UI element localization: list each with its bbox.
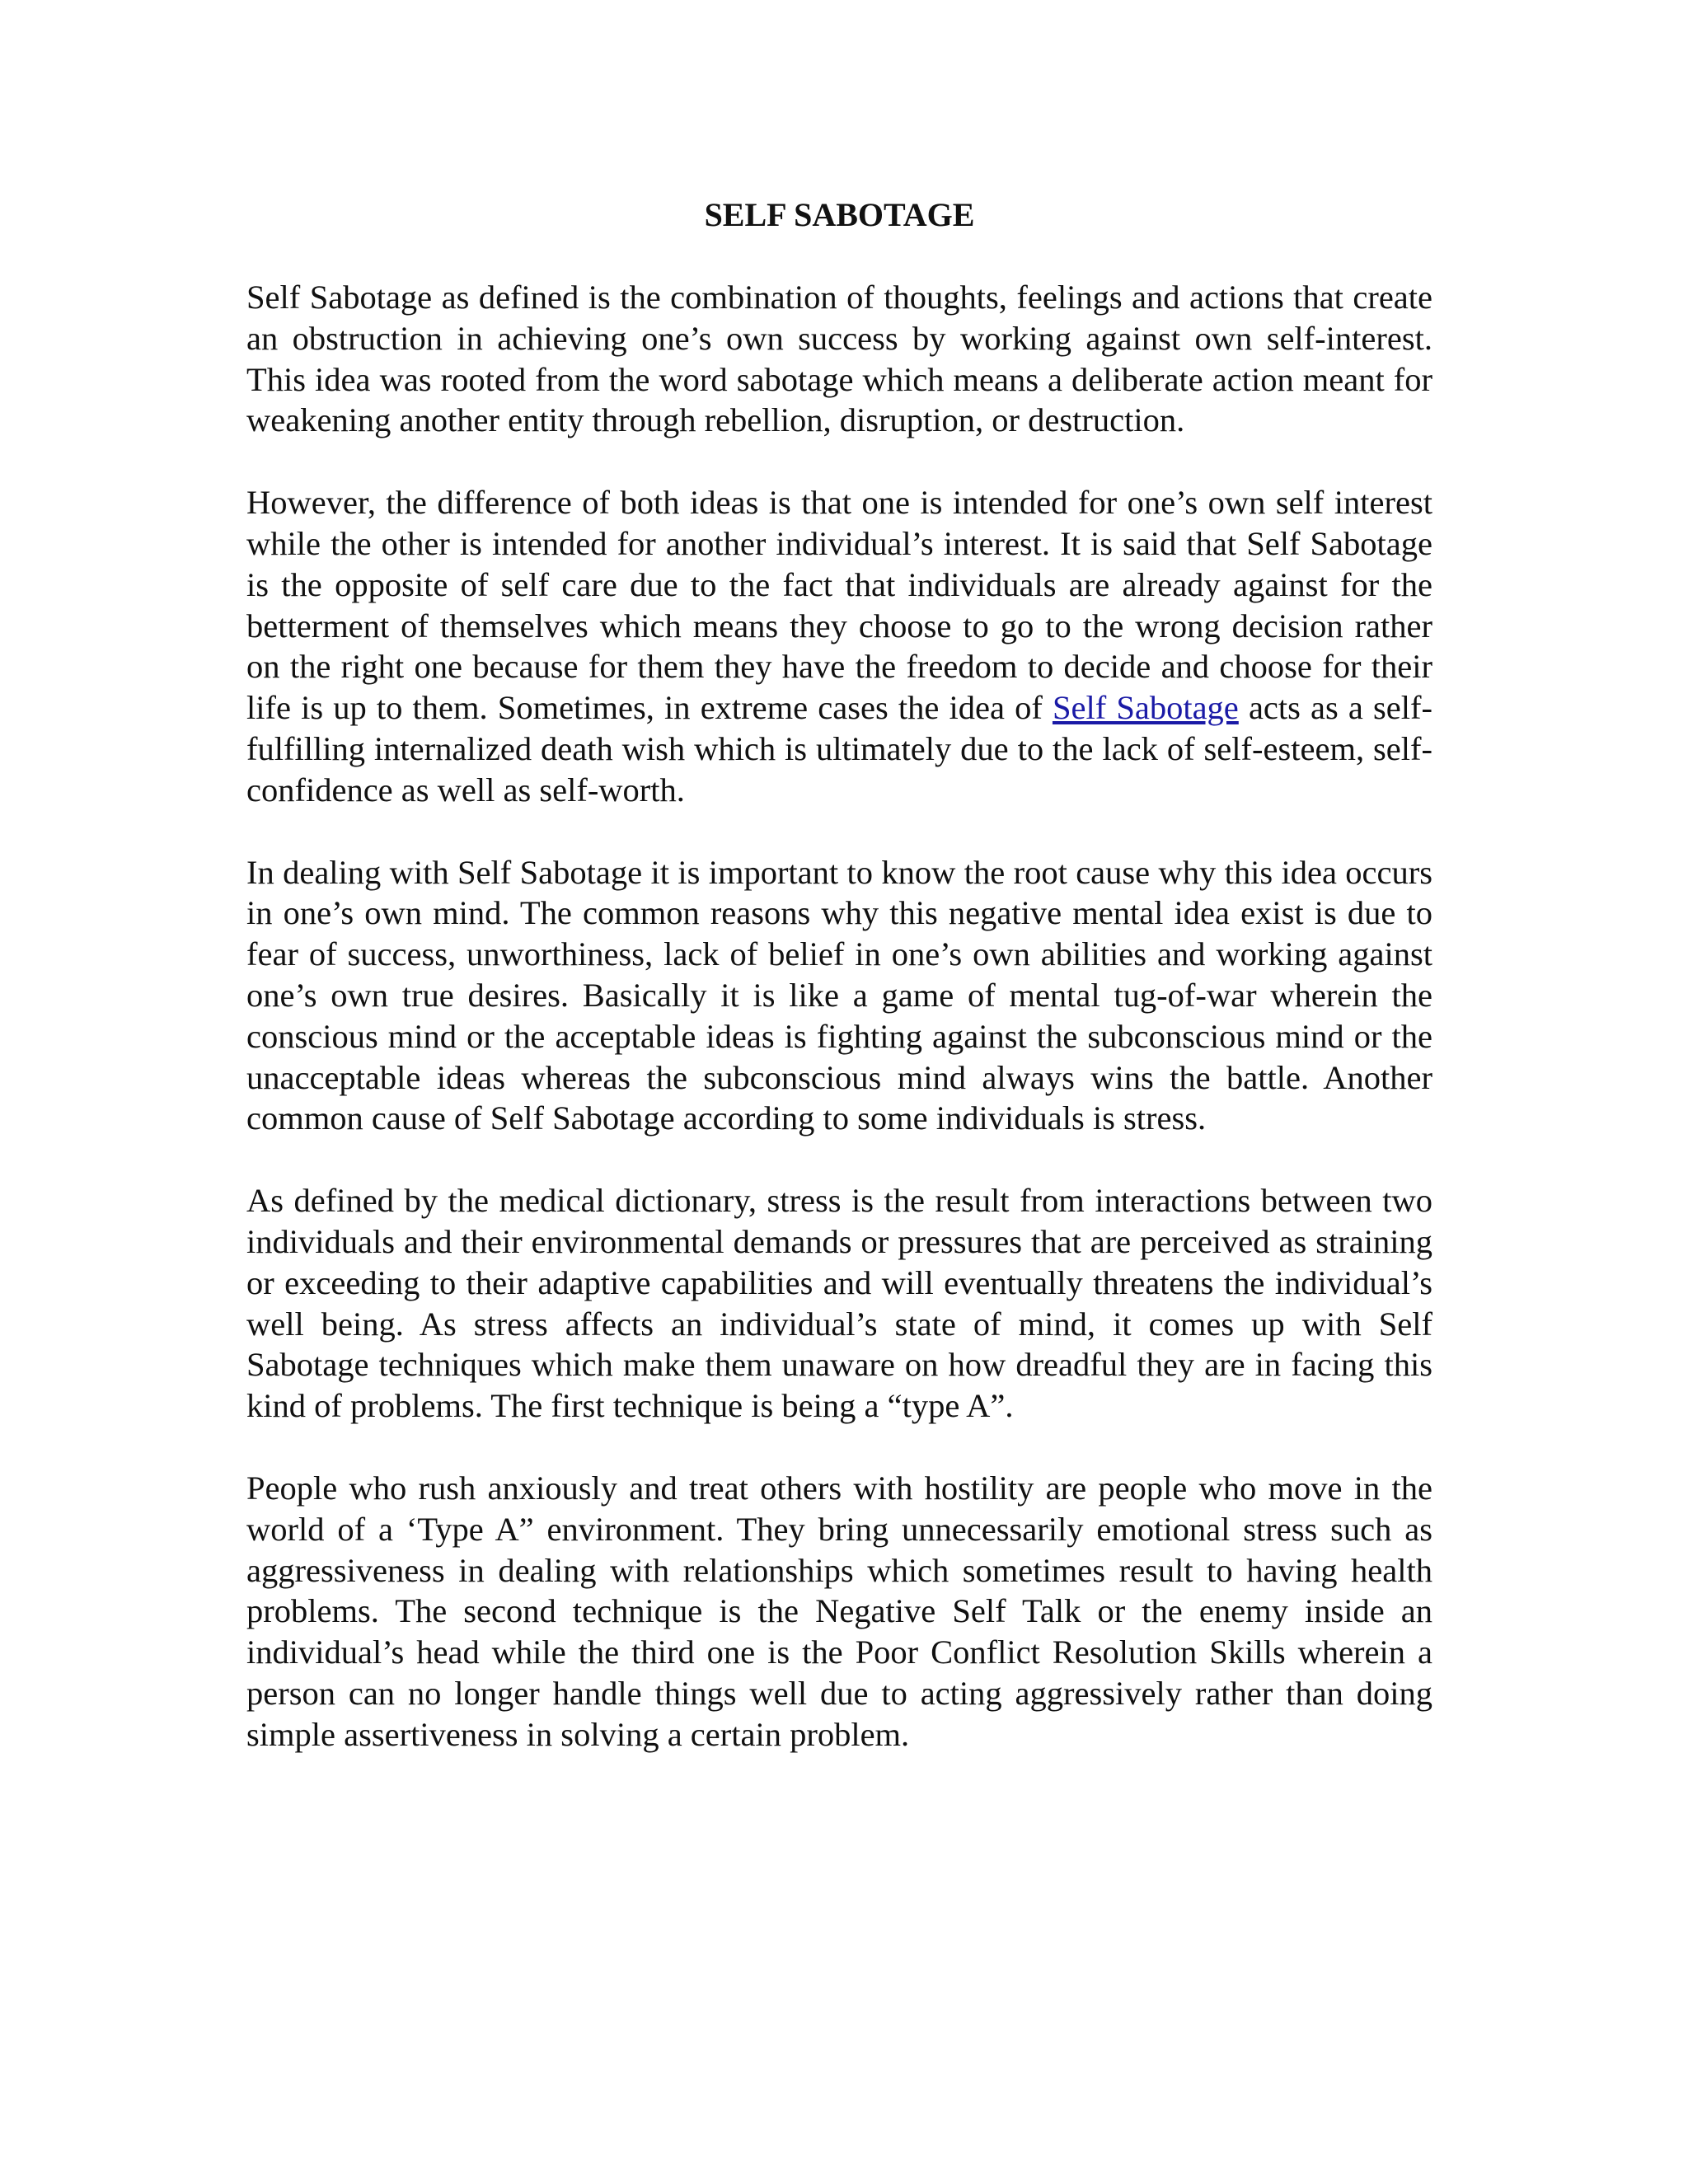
page-title: SELF SABOTAGE: [704, 196, 975, 233]
paragraph-3: In dealing with Self Sabotage it is important to know the root cause why this idea occurs in one’s own mind. The common reasons why this negative mental idea exist is due to fear of success, unworthiness, lack of belief in one’s own abilities and working against one’s own true desires. Basically it is like a game of mental tug-of-war wherein the conscious mind or the acceptable ideas is fighting against the subconscious mind or the unacceptable ideas whereas the subconscious mind always wins the battle. Another common cause of Self Sabotage according to some individuals is stress.: [246, 853, 1432, 1137]
paragraph-2-text-after: acts as a self-fulfilling internalized death wish which is ultimately due to the lack of self-esteem, self-confidence as well as self-worth.: [246, 689, 1433, 808]
paragraph-4: As defined by the medical dictionary, stress is the result from interactions between two individuals and their environmental demands or pressures that are perceived as straining or exceeding to their adaptive capabilities and will eventually threatens the individual’s well being. As stress affects an individual’s state of mind, it comes up with Self Sabotage techniques which make them unaware on how dreadful they are in facing this kind of problems. The first technique is being a “type A”.: [246, 1182, 1432, 1425]
paragraph-1: Self Sabotage as defined is the combination of thoughts, feelings and actions that create an obstruction in achieving one’s own success by working against own self-interest. This idea was rooted from the word sabotage which means a deliberate action meant for weakening another entity through rebellion, disruption, or destruction.: [246, 279, 1432, 439]
self-sabotage-link[interactable]: Self Sabotage: [1052, 689, 1239, 727]
paragraph-2: [246, 482, 1432, 810]
paragraph-5: People who rush anxiously and treat others with hostility are people who move in the world of a ‘Type A” environment. They bring unnecessarily emotional stress such as aggressiveness in dealing with relationships which sometimes result to having health problems. The second technique is the Negative Self Talk or the enemy inside an individual’s head while the third one is the Poor Conflict Resolution Skills wherein a person can no longer handle things well due to acting aggressively rather than doing simple assertiveness in solving a certain problem.: [246, 1469, 1432, 1753]
document-body: [246, 194, 1432, 1797]
paragraph-2-text-before: However, the difference of both ideas is that one is intended for one’s own self interest while the other is intended for another individual’s interest. It is said that Self Sabotage is the opposite of self care due to the fact that individuals are already against for the betterment of themselves which means they choose to go to the wrong decision rather on the right one because for them they have the freedom to decide and choose for their life is up to them. Sometimes, in extreme cases the idea of: [246, 484, 1432, 727]
